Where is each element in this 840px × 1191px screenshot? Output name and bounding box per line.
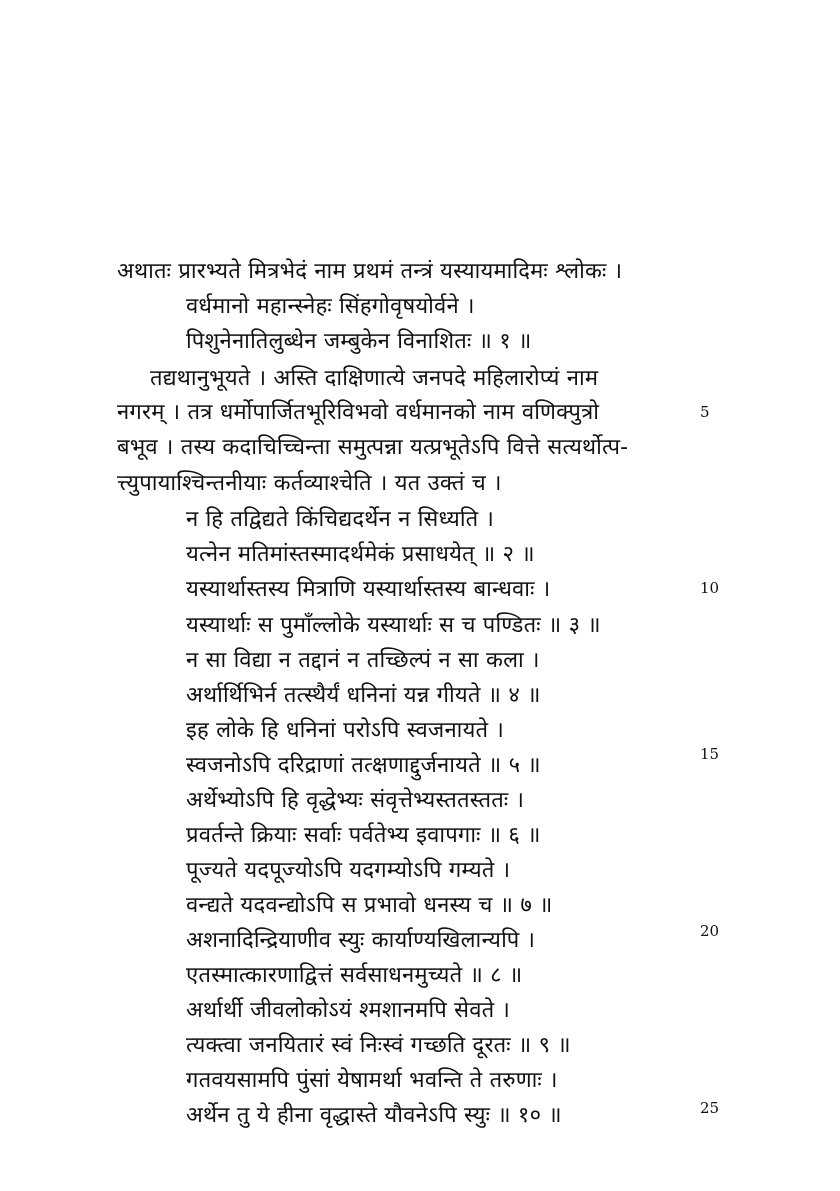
prose-line: तद्यथानुभूयते । अस्ति दाक्षिणात्ये जनपदे महिलारोप्यं नाम: [150, 366, 599, 391]
verse-line: वर्धमानो महान्स्नेहः सिंहगोवृषयोर्वने ।: [186, 294, 475, 319]
verse-line: इह लोके हि धनिनां परोऽपि स्वजनायते ।: [186, 718, 504, 743]
verse-line: अर्थार्थिभिर्न तत्स्थैर्यं धनिनां यन्न गीयते ॥ ४ ॥: [186, 683, 541, 708]
prose-line: त्त्युपायाश्चिन्तनीयाः कर्तव्याश्चेति । यत उक्तं च ।: [117, 471, 502, 496]
verse-line: त्यक्त्वा जनयितारं स्वं निःस्वं गच्छति दूरतः ॥ ९ ॥: [186, 1033, 571, 1058]
margin-line-number: 5: [700, 403, 710, 421]
verse-line: अर्थेन तु ये हीना वृद्धास्ते यौवनेऽपि स्युः ॥ १० ॥: [186, 1103, 562, 1128]
prose-line: नगरम् । तत्र धर्मोपार्जितभूरिविभवो वर्धमानको नाम वणिक्पुत्रो: [117, 400, 600, 425]
verse-line: पिशुनेनातिलुब्धेन जम्बुकेन विनाशितः ॥ १ ॥: [186, 329, 532, 354]
margin-line-number: 25: [700, 1099, 720, 1117]
verse-line: यस्यार्थाः स पुमाँल्लोके यस्यार्थाः स च पण्डितः ॥ ३ ॥: [186, 613, 601, 638]
verse-line: यत्नेन मतिमांस्तस्मादर्थमेकं प्रसाधयेत् ॥ २ ॥: [186, 542, 535, 567]
verse-line: स्वजनोऽपि दरिद्राणां तत्क्षणाद्दुर्जनायते ॥ ५ ॥: [186, 753, 541, 778]
verse-line: न सा विद्या न तद्दानं न तच्छिल्पं न सा कला ।: [186, 648, 540, 673]
verse-line: अर्थेभ्योऽपि हि वृद्धेभ्यः संवृत्तेभ्यस्ततस्ततः ।: [186, 788, 525, 813]
verse-line: वन्द्यते यदवन्द्योऽपि स प्रभावो धनस्य च ॥ ७ ॥: [186, 893, 553, 918]
verse-line: गतवयसामपि पुंसां येषामर्था भवन्ति ते तरुणाः ।: [186, 1068, 558, 1093]
prose-line: अथातः प्रारभ्यते मित्रभेदं नाम प्रथमं तन्त्रं यस्यायमादिमः श्लोकः ।: [117, 259, 623, 284]
margin-line-number: 15: [700, 745, 720, 763]
verse-line: यस्यार्थास्तस्य मित्राणि यस्यार्थास्तस्य बान्धवाः ।: [186, 577, 551, 602]
verse-line: अशनादिन्द्रियाणीव स्युः कार्याण्यखिलान्यपि ।: [186, 928, 536, 953]
verse-line: अर्थार्थी जीवलोकोऽयं श्मशानमपि सेवते ।: [186, 998, 511, 1023]
verse-line: पूज्यते यदपूज्योऽपि यदगम्योऽपि गम्यते ।: [186, 858, 511, 883]
verse-line: प्रवर्तन्ते क्रियाः सर्वाः पर्वतेभ्य इवापगाः ॥ ६ ॥: [186, 823, 541, 848]
margin-line-number: 20: [700, 922, 720, 940]
prose-line: बभूव । तस्य कदाचिच्चिन्ता समुत्पन्ना यत्प्रभूतेऽपि वित्ते सत्यर्थोत्प-: [117, 435, 629, 460]
verse-line: न हि तद्विद्यते किंचिद्यदर्थेन न सिध्यति ।: [186, 507, 495, 532]
margin-line-number: 10: [700, 579, 720, 597]
verse-line: एतस्मात्कारणाद्वित्तं सर्वसाधनमुच्यते ॥ ८ ॥: [186, 963, 523, 988]
